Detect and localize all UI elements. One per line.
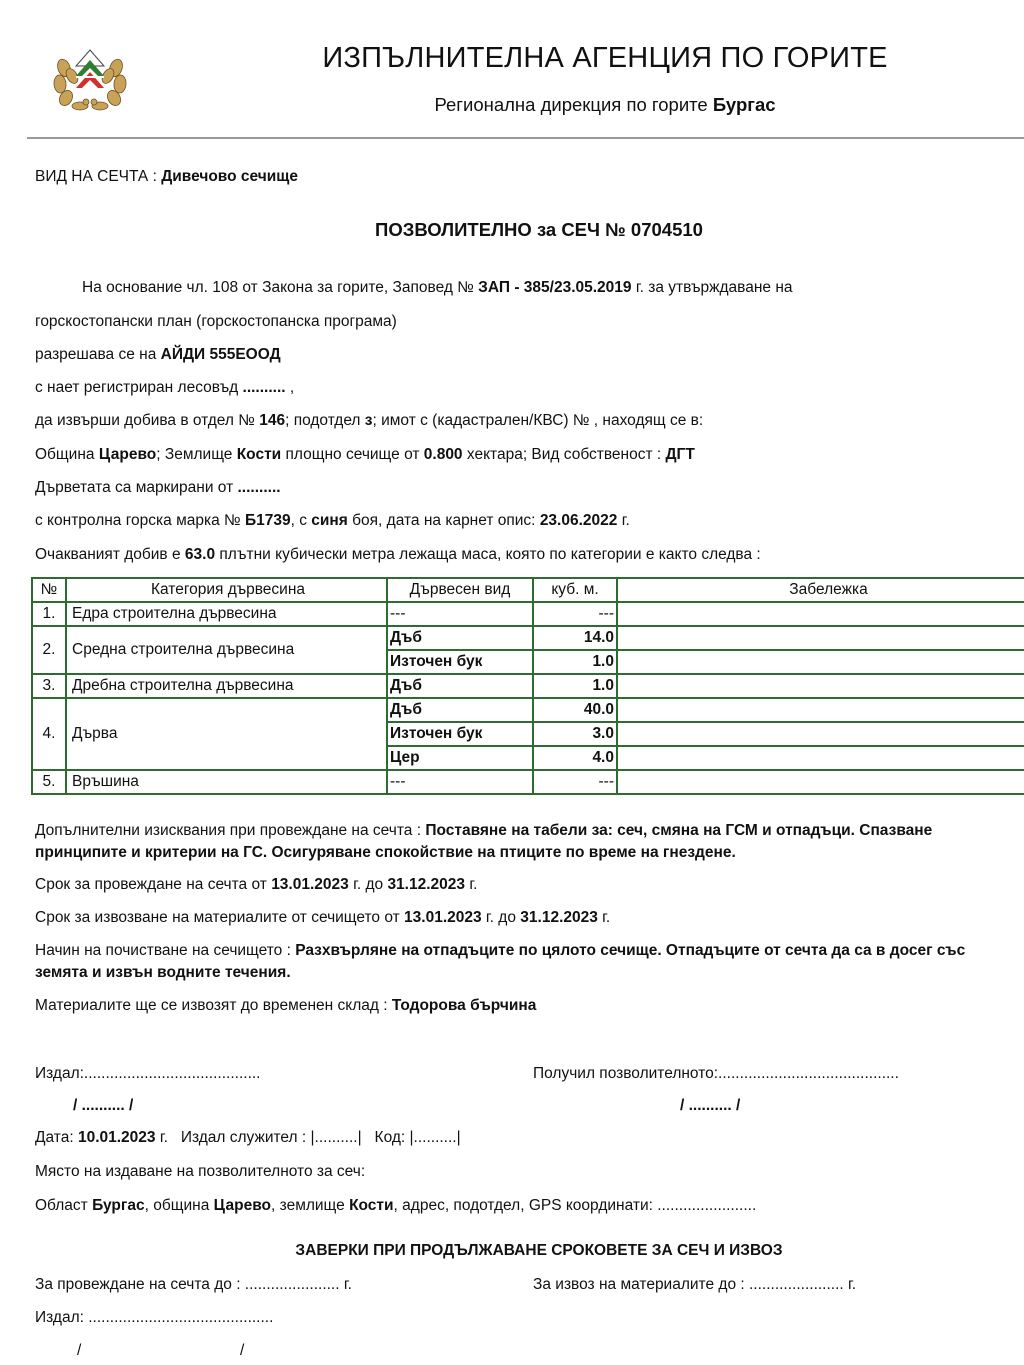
issue-date-line: Дата: 10.01.2023 г. Издал служител : |..........| Код: |..........| — [35, 1129, 461, 1146]
permit-title: ПОЗВОЛИТЕЛНО за СЕЧ № 0704510 — [375, 219, 703, 240]
expected-volume: 63.0 — [184, 546, 216, 563]
table-row: 5. Връшина --- --- — [32, 770, 1024, 794]
haul-from-date: 13.01.2023 — [404, 909, 482, 926]
issued-employee: Издал служител : |..........| — [180, 1129, 362, 1146]
issued-by-line: Издал:......................................... — [35, 1065, 261, 1082]
mark-number: Б1739 — [244, 512, 291, 529]
regional-directorate — [0, 94, 1024, 116]
col-species: Дървесен вид — [387, 578, 533, 602]
cleanup-line-2: земята и извън водните течения. — [35, 964, 291, 981]
storage-line: Материалите ще се извозят до временен склад : Тодорова бърчина — [35, 997, 537, 1014]
received-by-line: Получил позволителното:.......................................... — [533, 1065, 899, 1082]
storage-value: Тодорова бърчина — [391, 997, 537, 1014]
requirements-line-2: принципите и критерии на ГС. Осигуряване спокойствие на птиците по време на гнездене. — [35, 844, 736, 861]
region: Бургас — [92, 1197, 145, 1214]
col-number: № — [32, 578, 66, 602]
table-header-row — [32, 578, 1024, 602]
table-row: 1. Едра строителна дървесина --- --- — [32, 602, 1024, 626]
land-area: Кости — [236, 446, 282, 463]
forester-value: .......... — [242, 379, 286, 396]
municipality: Царево — [98, 446, 157, 463]
cleanup-line-1: Начин на почистване на сечището : Разхвърляне на отпадъците по цялото сечище. Отпадъците от сечта да са в досег със — [35, 942, 966, 959]
haul-to-date: 31.12.2023 — [520, 909, 598, 926]
table-row: 3. Дребна строителна дървесина Дъб 1.0 — [32, 674, 1024, 698]
haul-term-line: Срок за извозване на материалите от сечището от 13.01.2023 г. до 31.12.2023 г. — [35, 909, 611, 926]
received-by-name: / .......... / — [680, 1097, 741, 1114]
table-row: Източен бук 1.0 — [32, 650, 1024, 674]
inventory-date: 23.06.2022 — [539, 512, 618, 529]
issue-date: 10.01.2023 — [77, 1129, 156, 1146]
table-row: Цер 4.0 — [32, 746, 1024, 770]
issued-by-name: / .......... / — [73, 1097, 134, 1114]
department-number: 146 — [259, 412, 286, 429]
col-category: Категория дървесина — [66, 578, 387, 602]
permit-holder-line: разрешава се на АЙДИ 555ЕООД — [35, 346, 281, 363]
col-note: Забележка — [617, 578, 1024, 602]
issued-code: Код: |..........| — [374, 1129, 461, 1146]
cut-to-date: 31.12.2023 — [387, 876, 466, 893]
extension-issued-by: Издал: ........................................... — [35, 1309, 274, 1326]
place-line: Област Бургас, община Царево, землище Кости, адрес, подотдел, GPS координати: ....................... — [35, 1197, 757, 1214]
table-row: Източен бук 3.0 — [32, 722, 1024, 746]
extension-slash-left: / — [77, 1342, 82, 1359]
mark-color: синя — [311, 512, 348, 529]
col-volume: куб. м. — [533, 578, 617, 602]
forester-line: с нает регистриран лесовъд .......... , — [35, 379, 295, 396]
regional-city: Бургас — [712, 94, 776, 115]
cut-type-value: Дивечово сечище — [161, 168, 298, 185]
location-line: да извърши добива в отдел № 146; подотдел з; имот с (кадастрален/КВС) № , находящ се в: — [35, 412, 704, 429]
table-row: 4. Дърва Дъб 40.0 — [32, 698, 1024, 722]
expected-yield-line: Очакваният добив е 63.0 плътни кубически метра лежаща маса, която по категории е както следва : — [35, 546, 761, 563]
ownership: ДГТ — [665, 446, 695, 463]
cut-from-date: 13.01.2023 — [271, 876, 349, 893]
place-label: Място на издаване на позволителното за сеч: — [35, 1163, 366, 1180]
table-row: 2. Средна строителна дървесина Дъб 14.0 — [32, 626, 1024, 650]
legal-basis-line-2: горскостопански план (горскостопанска програма) — [35, 313, 397, 330]
requirements-line-1: Допълнителни изисквания при провеждане на сечта : Поставяне на табели за: сеч, смяна на ГСМ и отпадъци. Спазване — [35, 822, 933, 839]
wood-category-table — [31, 577, 1024, 795]
cut-type: ВИД НА СЕЧТА : Дивечово сечище — [35, 168, 298, 185]
cut-term-line: Срок за провеждане на сечта от 13.01.2023 г. до 31.12.2023 г. — [35, 876, 478, 893]
extension-cut-until: За провеждане на сечта до : ...................... г. — [35, 1276, 352, 1293]
area-value: 0.800 — [423, 446, 463, 463]
header-divider — [27, 137, 1024, 139]
subdepartment: з — [364, 412, 373, 429]
regional-prefix: Регионална дирекция по горите — [434, 94, 708, 115]
marked-by-line: Дърветата са маркирани от .......... — [35, 479, 281, 496]
control-mark-line: с контролна горска марка № Б1739, с синя боя, дата на карнет опис: 23.06.2022 г. — [35, 512, 630, 529]
extension-slash-right: / — [240, 1342, 245, 1359]
order-number: ЗАП - 385/23.05.2019 — [478, 279, 632, 296]
agency-title: ИЗПЪЛНИТЕЛНА АГЕНЦИЯ ПО ГОРИТЕ — [322, 42, 888, 74]
marked-by-value: .......... — [237, 479, 281, 496]
municipality-line: Община Царево; Землище Кости площно сечище от 0.800 хектара; Вид собственост : ДГТ — [35, 446, 695, 463]
company-name: АЙДИ 555ЕООД — [160, 346, 281, 363]
extensions-title: ЗАВЕРКИ ПРИ ПРОДЪЛЖАВАНЕ СРОКОВЕТЕ ЗА СЕЧ И ИЗВОЗ — [295, 1242, 783, 1259]
extension-haul-until: За извоз на материалите до : ...................... г. — [533, 1276, 857, 1293]
legal-basis-line: На основание чл. 108 от Закона за горите, Заповед № ЗАП - 385/23.05.2019 г. за утвърждаване на — [82, 279, 793, 296]
